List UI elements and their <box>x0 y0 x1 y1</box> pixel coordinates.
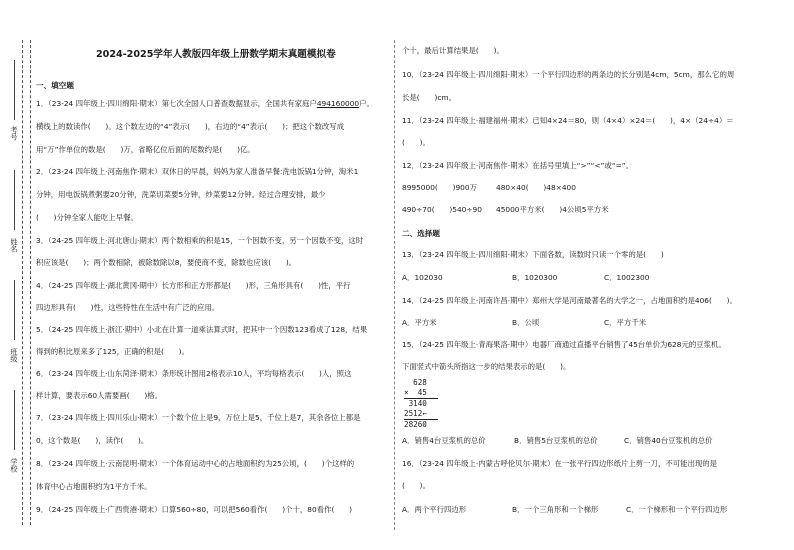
q1-line-2: 横线上的数读作( )。这个数左边的“4”表示( )，右边的“4”表示( )；把这个数改写成 <box>36 122 345 131</box>
q11-line-2: ( )。 <box>402 138 430 147</box>
q15-line-1: 15．（24-25 四年级上·青海果洛·期中）电器厂商通过直播平台销售了45台单价为628元的豆浆机。 <box>402 340 726 349</box>
margin-label-banji: 班级 <box>10 348 19 363</box>
q14-option-c: C．平方千米 <box>604 318 647 327</box>
q15-option-c: C．销售40台豆浆机的总价 <box>624 436 713 445</box>
q7-line-1: 7．（23-24 四年级上·四川乐山·期末）一个数个位上是9，万位上是5，千位上是7，其余各位上都是 <box>36 413 361 422</box>
q2-line-3: ( )分钟全家人能吃上早餐。 <box>36 213 138 222</box>
q10-line-1: 10．（23-24 四年级上·四川绵阳·期末）一个平行四边形的两条边的长分别是4cm，5cm，那么它的周 <box>402 70 735 79</box>
margin-label-xingming: 姓名 <box>10 238 19 253</box>
q12-r2c2: 45000平方米( )4公顷5平方米 <box>496 205 609 214</box>
margin-cut-line <box>30 40 31 525</box>
column-divider <box>394 40 395 530</box>
q4-line-1: 4．（24-25 四年级上·湖北黄冈·期中）长方形和正方形都是( )形，三角形具有( )性，平行 <box>36 281 351 290</box>
q12-r2c1: 490÷70( )540÷90 <box>402 205 482 214</box>
q15-option-a: A．销售4台豆浆机的总价 <box>402 436 486 445</box>
q9-line-1: 9．（24-25 四年级上·广西贵港·期末）口算560÷80，可以把560看作( )个十，80看作( ) <box>36 505 352 514</box>
q16-option-b: B．一个三角形和一个梯形 <box>512 505 599 514</box>
q14-option-b: B．公顷 <box>512 318 540 327</box>
calc-row-arrow: 2512← <box>404 409 427 418</box>
q13-line-1: 13．（23-24 四年级上·四川绵阳·期末）下面各数，读数时只读一个零的是( ) <box>402 250 664 259</box>
q13-option-a: A．102030 <box>402 273 443 282</box>
q14-line-1: 14．（24-25 四年级上·河南许昌·期中）郑州大学是河南最著名的大学之一，占地面积约是406( )。 <box>402 296 737 305</box>
q3-line-2: 积应该是( )；两个数相除，被除数除以8，要使商不变，除数也应该( )。 <box>36 258 297 267</box>
q1-line-3: 用“万”作单位的数是( )万，省略亿位后面的尾数约是( )亿。 <box>36 145 255 154</box>
q16-option-a: A．两个平行四边形 <box>402 505 467 514</box>
page-title: 2024-2025学年人教版四年级上册数学期末真题模拟卷 <box>96 49 336 60</box>
q2-line-2: 分钟，用电饭锅煮粥要20分钟，洗菜切菜要5分钟，炒菜要12分钟。经过合理安排，最少 <box>36 190 326 199</box>
calc-result: 28260 <box>404 420 427 429</box>
xingming-write-line <box>14 170 15 230</box>
q8-line-1: 8．（23-24 四年级上·云南昆明·期末）一个体育运动中心的占地面积约为25公顷，( )个这样的 <box>36 459 355 468</box>
q1-line-1: 1．（23-24 四年级上·四川绵阳·期末）第七次全国人口普查数据显示，全国共有家庭户494160000户。 <box>36 99 374 108</box>
q13-option-b: B．1020300 <box>512 273 558 282</box>
calc-row: 628 <box>404 378 427 387</box>
q5-line-1: 5．（24-25 四年级上·浙江·期中）小北在计算一道乘法算式时，把其中一个因数123看成了128，结果 <box>36 325 368 334</box>
q15-line-2: 下面竖式中箭头所指这一步的结果表示的是( )。 <box>402 362 571 371</box>
q12-r1c2: 480×40( )48×400 <box>496 183 576 192</box>
margin-label-kaohao: 考号 <box>10 126 19 141</box>
q2-line-1: 2．（23-24 四年级上·河南焦作·期末）双休日的早晨，妈妈为家人准备早餐:洗电饭锅1分钟，淘米1 <box>36 167 359 176</box>
xuexiao-write-line <box>14 390 15 450</box>
q6-line-1: 6．（23-24 四年级上·山东菏泽·期末）条形统计图用2格表示10人，平均每格表示( )人，照这 <box>36 369 352 378</box>
calc-row: 3140 <box>404 399 427 408</box>
q3-line-1: 3．（24-25 四年级上·河北唐山·期末）两个数相乘的积是15，一个因数不变，另一个因数不变，这时 <box>36 236 364 245</box>
q15-option-b: B．销售5台豆浆机的总价 <box>514 436 598 445</box>
q16-line-1: 16．（23-24 四年级上·内蒙古呼伦贝尔·期末）在一张平行四边形纸片上剪一刀，不可能出现的是 <box>402 459 718 468</box>
margin-fold-line <box>22 40 23 525</box>
q16-option-c: C．一个梯形和一个平行四边形 <box>626 505 728 514</box>
banji-write-line <box>14 280 15 340</box>
q16-line-2: ( )。 <box>402 481 430 490</box>
q13-option-c: C．1002300 <box>604 273 650 282</box>
q12-line-1: 12．（23-24 四年级上·河南焦作·期末）在括号里填上“>”“<”或“=”。 <box>402 161 633 170</box>
section-multiple-choice: 二、选择题 <box>402 229 440 238</box>
calc-row: × 45 <box>404 388 427 397</box>
q1-population-number: 494160000 <box>316 99 360 108</box>
q7-line-2: 0，这个数是( )，读作( )。 <box>36 436 149 445</box>
q9-continuation: 个十，最后计算结果是( )。 <box>402 46 504 55</box>
q11-line-1: 11．（23-24 四年级上·福建福州·期末）已知4×24＝80，则（4×4）×24＝( )，4×（24÷4）＝ <box>402 116 734 125</box>
q8-line-2: 体育中心占地面积约为1平方千米。 <box>36 482 152 491</box>
section-fill-blank: 一、填空题 <box>36 81 74 90</box>
q12-r1c1: 8995000( )900万 <box>402 183 477 192</box>
q4-line-2: 四边形具有( )性，这些特性在生活中有广泛的应用。 <box>36 303 220 312</box>
q14-option-a: A．平方米 <box>402 318 437 327</box>
q5-line-2: 得到的积比原来多了125，正确的积是( )。 <box>36 347 189 356</box>
q10-line-2: 长是( )cm。 <box>402 93 456 102</box>
margin-label-xuexiao: 学校 <box>10 458 19 473</box>
kaohao-write-line <box>14 60 15 120</box>
q6-line-2: 样计算，要表示60人需要画( )格。 <box>36 391 163 400</box>
